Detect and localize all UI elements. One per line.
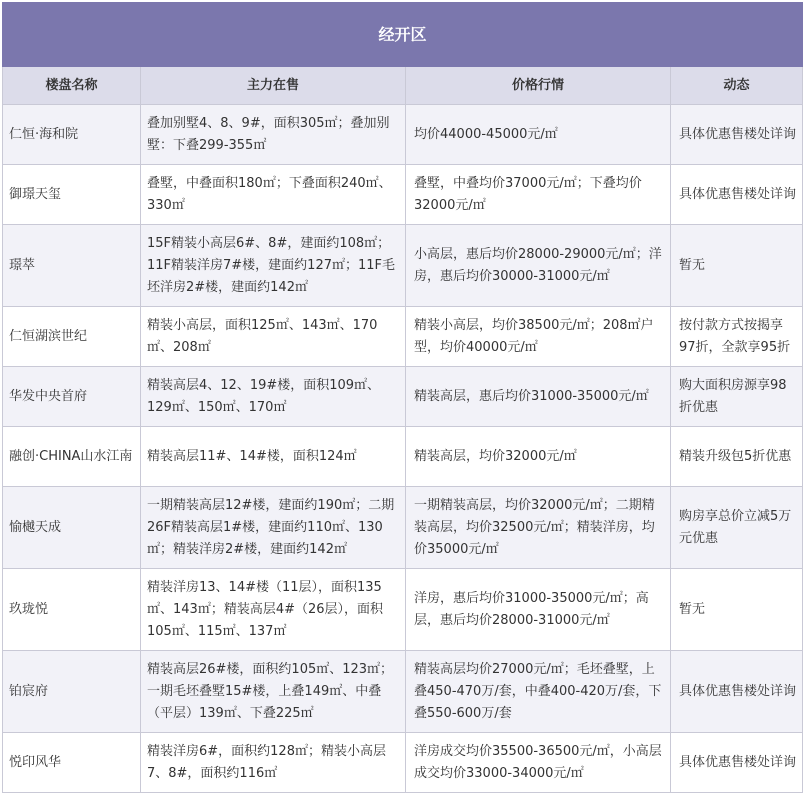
table-row	[3, 733, 803, 793]
cell-name: 融创·CHINA山水江南	[3, 427, 141, 487]
table-title: 经开区	[3, 3, 803, 67]
cell-main: 15F精装小高层6#、8#，建面约108㎡；11F精装洋房7#楼，建面约127㎡；11F毛坯洋房2#楼，建面约142㎡	[141, 225, 406, 307]
cell-name: 悦印风华	[3, 733, 141, 793]
cell-name: 玖珑悦	[3, 569, 141, 651]
cell-main: 精装高层4、12、19#楼，面积109㎡、129㎡、150㎡、170㎡	[141, 367, 406, 427]
cell-main: 精装高层11#、14#楼，面积124㎡	[141, 427, 406, 487]
listing-table-container	[2, 2, 802, 793]
cell-main: 一期精装高层12#楼，建面约190㎡；二期26F精装高层1#楼，建面约110㎡、130㎡；精装洋房2#楼，建面约142㎡	[141, 487, 406, 569]
cell-name: 华发中央首府	[3, 367, 141, 427]
table-row	[3, 225, 803, 307]
cell-status: 具体优惠售楼处详询	[671, 651, 803, 733]
property-table	[2, 2, 803, 793]
table-row	[3, 367, 803, 427]
cell-status: 按付款方式按揭享97折，全款享95折	[671, 307, 803, 367]
cell-name: 铂宸府	[3, 651, 141, 733]
cell-price: 精装高层，惠后均价31000-35000元/㎡	[406, 367, 671, 427]
cell-name: 仁恒·海和院	[3, 105, 141, 165]
header-main: 主力在售	[141, 67, 406, 105]
cell-main: 精装小高层，面积125㎡、143㎡、170㎡、208㎡	[141, 307, 406, 367]
cell-main: 叠加别墅4、8、9#，面积305㎡；叠加别墅：下叠299-355㎡	[141, 105, 406, 165]
cell-status: 暂无	[671, 225, 803, 307]
table-row	[3, 105, 803, 165]
cell-status: 具体优惠售楼处详询	[671, 105, 803, 165]
table-row	[3, 487, 803, 569]
cell-main: 精装洋房6#，面积约128㎡；精装小高层7、8#，面积约116㎡	[141, 733, 406, 793]
cell-status: 购房享总价立减5万元优惠	[671, 487, 803, 569]
cell-status: 暂无	[671, 569, 803, 651]
cell-status: 购大面积房源享98折优惠	[671, 367, 803, 427]
cell-name: 愉樾天成	[3, 487, 141, 569]
cell-status: 具体优惠售楼处详询	[671, 165, 803, 225]
cell-name: 仁恒湖滨世纪	[3, 307, 141, 367]
table-row	[3, 307, 803, 367]
table-row	[3, 165, 803, 225]
cell-price: 精装高层均价27000元/㎡；毛坯叠墅，上叠450-470万/套，中叠400-420万/套，下叠550-600万/套	[406, 651, 671, 733]
cell-price: 洋房成交均价35500-36500元/㎡，小高层成交均价33000-34000元/㎡	[406, 733, 671, 793]
cell-main: 精装高层26#楼，面积约105㎡、123㎡；一期毛坯叠墅15#楼，上叠149㎡、中叠（平层）139㎡、下叠225㎡	[141, 651, 406, 733]
cell-price: 均价44000-45000元/㎡	[406, 105, 671, 165]
cell-price: 一期精装高层，均价32000元/㎡；二期精装高层，均价32500元/㎡；精装洋房，均价35000元/㎡	[406, 487, 671, 569]
cell-price: 精装小高层，均价38500元/㎡；208㎡户型，均价40000元/㎡	[406, 307, 671, 367]
cell-main: 精装洋房13、14#楼（11层），面积135㎡、143㎡；精装高层4#（26层），面积105㎡、115㎡、137㎡	[141, 569, 406, 651]
header-name: 楼盘名称	[3, 67, 141, 105]
cell-status: 具体优惠售楼处详询	[671, 733, 803, 793]
cell-status: 精装升级包5折优惠	[671, 427, 803, 487]
table-row	[3, 651, 803, 733]
table-row	[3, 569, 803, 651]
cell-name: 御璟天玺	[3, 165, 141, 225]
cell-main: 叠墅，中叠面积180㎡；下叠面积240㎡、330㎡	[141, 165, 406, 225]
table-row	[3, 427, 803, 487]
header-row	[3, 67, 803, 105]
cell-price: 叠墅，中叠均价37000元/㎡；下叠均价32000元/㎡	[406, 165, 671, 225]
cell-price: 洋房，惠后均价31000-35000元/㎡；高层，惠后均价28000-31000元/㎡	[406, 569, 671, 651]
cell-name: 璟萃	[3, 225, 141, 307]
header-price: 价格行情	[406, 67, 671, 105]
cell-price: 小高层，惠后均价28000-29000元/㎡；洋房，惠后均价30000-31000元/㎡	[406, 225, 671, 307]
header-status: 动态	[671, 67, 803, 105]
cell-price: 精装高层，均价32000元/㎡	[406, 427, 671, 487]
